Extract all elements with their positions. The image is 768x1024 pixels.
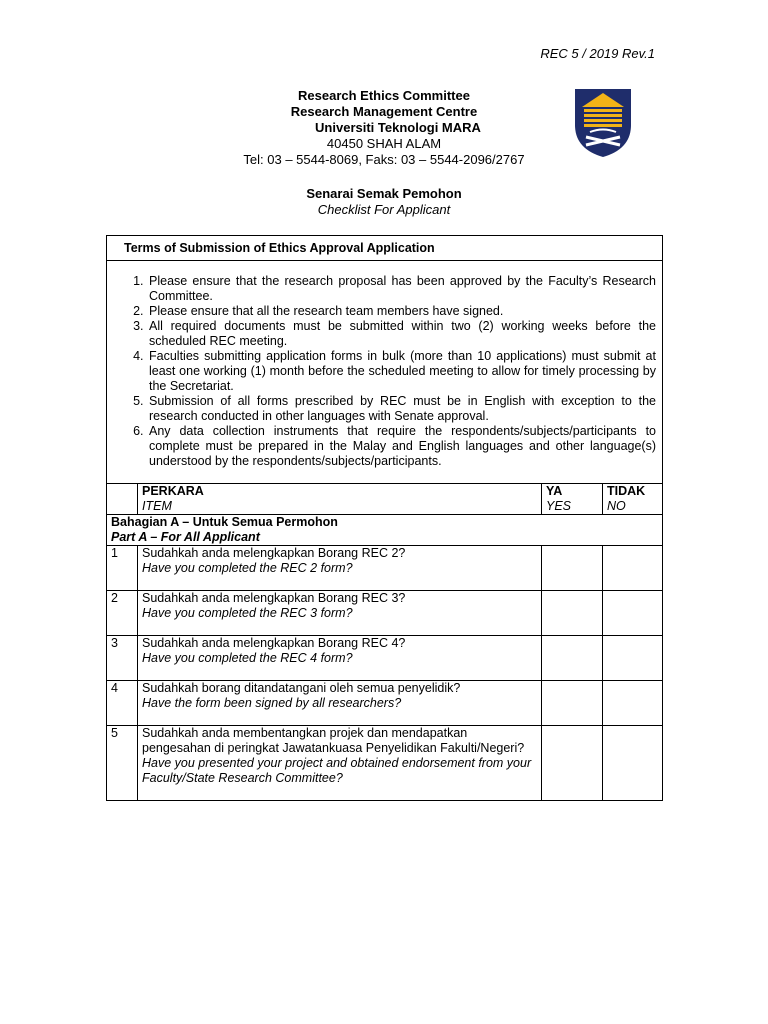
table-row [107,726,662,801]
document-reference: REC 5 / 2019 Rev.1 [540,46,655,61]
row-number: 2 [107,591,138,636]
yes-checkbox-cell[interactable] [542,726,603,801]
terms-item: 4. Faculties submitting application forms in bulk (more than 10 applications) must submit at least one working (1) month before the scheduled meeting to allow for timely processing by the Secretariat. [147,349,656,394]
centre-name: Research Management Centre [290,104,478,119]
no-checkbox-cell[interactable] [603,681,663,726]
row-question: Sudahkah anda melengkapkan Borang REC 3? Have you completed the REC 3 form? [138,591,542,636]
header-yes-cell: YA YES [542,484,603,515]
header-no-cell: TIDAK NO [603,484,663,515]
terms-list [107,261,662,484]
title-malay: Senarai Semak Pemohon [306,186,462,201]
terms-item: 1. Please ensure that the research proposal has been approved by the Faculty’s Research Committee. [147,274,656,304]
yes-checkbox-cell[interactable] [542,591,603,636]
no-checkbox-cell[interactable] [603,726,663,801]
table-row [107,591,662,636]
row-question: Sudahkah anda melengkapkan Borang REC 2? Have you completed the REC 2 form? [138,546,542,591]
no-checkbox-cell[interactable] [603,591,663,636]
row-number: 4 [107,681,138,726]
row-number: 3 [107,636,138,681]
title-english: Checklist For Applicant [317,202,451,217]
row-number: 5 [107,726,138,801]
address: 40450 SHAH ALAM [326,136,442,151]
row-question: Sudahkah borang ditandatangani oleh semua penyelidik? Have the form been signed by all researchers? [138,681,542,726]
table-row [107,636,662,681]
document-header [200,88,568,218]
terms-item: 6. Any data collection instruments that require the respondents/subjects/participants to complete must be prepared in the Malay and English languages and other language(s) understood by the respondents/subjects/participants. [147,424,656,469]
no-checkbox-cell[interactable] [603,546,663,591]
terms-item: 3. All required documents must be submitted within two (2) working weeks before the scheduled REC meeting. [147,319,656,349]
checklist-box [106,235,663,801]
terms-heading: Terms of Submission of Ethics Approval Application [107,236,662,261]
table-row [107,546,662,591]
header-number-cell [107,484,138,515]
terms-item: 5. Submission of all forms prescribed by REC must be in English with exception to the research conducted in other languages with Senate approval. [147,394,656,424]
yes-checkbox-cell[interactable] [542,636,603,681]
yes-checkbox-cell[interactable] [542,681,603,726]
contact-numbers: Tel: 03 – 5544-8069, Faks: 03 – 5544-2096/2767 [243,152,525,167]
uitm-crest-icon [572,85,634,159]
university-name: Universiti Teknologi MARA [315,120,481,135]
committee-name: Research Ethics Committee [298,88,470,103]
yes-checkbox-cell[interactable] [542,546,603,591]
table-header-row [107,484,662,515]
row-question: Sudahkah anda membentangkan projek dan mendapatkan pengesahan di peringkat Jawatankuasa Penyelidikan Fakulti/Negeri? Have you presented your project and obtained endorsement from your Faculty/State Research Committee? [138,726,542,801]
section-row [107,515,662,546]
table-row [107,681,662,726]
terms-item: 2. Please ensure that all the research team members have signed. [147,304,656,319]
section-heading: Bahagian A – Untuk Semua Permohon Part A – For All Applicant [107,515,662,546]
row-number: 1 [107,546,138,591]
row-question: Sudahkah anda melengkapkan Borang REC 4? Have you completed the REC 4 form? [138,636,542,681]
checklist-table [107,484,662,800]
no-checkbox-cell[interactable] [603,636,663,681]
header-item-cell: PERKARA ITEM [138,484,542,515]
